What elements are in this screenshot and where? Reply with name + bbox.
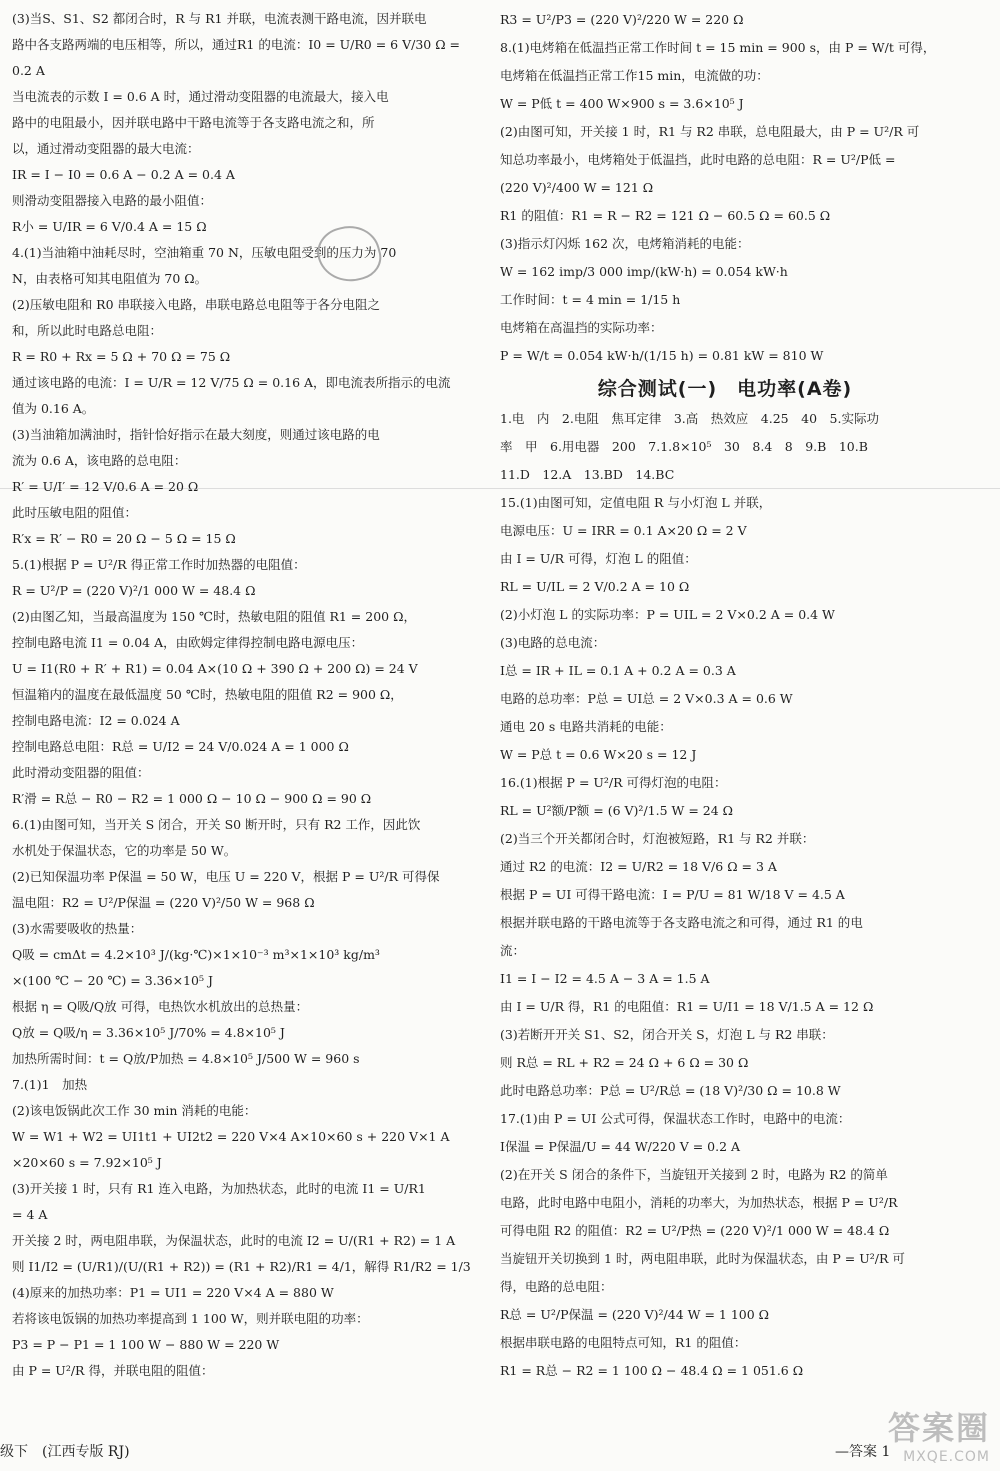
answer-line: 工作时间：t = 4 min = 1/15 h <box>500 292 681 307</box>
answer-line: 此时压敏电阻的阻值： <box>12 505 138 520</box>
answer-line: R总 = U²/P保温 = (220 V)²/44 W = 1 100 Ω <box>500 1306 770 1322</box>
section-title: 综合测试(一) 电功率(A卷) <box>597 378 853 400</box>
answer-line: 加热所需时间：t = Q放/P加热 = 4.8×10⁵ J/500 W = 960 s <box>12 1051 360 1066</box>
answer-line: 5.(1)根据 P = U²/R 得正常工作时加热器的电阻值： <box>12 557 306 572</box>
answer-line: 16.(1)根据 P = U²/R 可得灯泡的电阻： <box>500 774 727 790</box>
answer-line: (4)原来的加热功率：P1 = UI1 = 220 V×4 A = 880 W <box>12 1285 334 1300</box>
answer-line: 根据 P = UI 可得干路电流：I = P/U = 81 W/18 V = 4.5 A <box>500 886 845 902</box>
answer-line: ×20×60 s = 7.92×10⁵ J <box>12 1155 162 1170</box>
answer-line: (2)已知保温功率 P保温 = 50 W，电压 U = 220 V，根据 P = U²/R 可得保 <box>12 869 440 884</box>
answer-line: 路中各支路两端的电压相等，所以，通过R1 的电流：I0 = U/R0 = 6 V/30 Ω = <box>12 37 461 52</box>
answer-line: 当旋钮开关切换到 1 时，两电阻串联，此时为保温状态，由 P = U²/R 可 <box>500 1250 905 1266</box>
answer-line: 值为 0.16 A。 <box>12 401 95 416</box>
answer-line: I1 = I − I2 = 4.5 A − 3 A = 1.5 A <box>500 970 710 986</box>
watermark-logo <box>888 1403 990 1465</box>
answer-line: N，由表格可知其电阻值为 70 Ω。 <box>12 271 208 286</box>
page-number: —答案 1 <box>835 1444 891 1460</box>
watermark-url: MXQE.COM <box>903 1449 990 1465</box>
answer-line: W = P总 t = 0.6 W×20 s = 12 J <box>500 746 697 762</box>
answer-line: 流： <box>500 942 526 958</box>
answer-line: (220 V)²/400 W = 121 Ω <box>500 180 654 195</box>
answer-line: (3)电路的总电流： <box>500 634 606 650</box>
answer-line: R小 = U/IR = 6 V/0.4 A = 15 Ω <box>12 219 207 234</box>
answer-line: (2)压敏电阻和 R0 串联接入电路，串联电路总电阻等于各分电阻之 <box>12 297 381 312</box>
answer-line: RL = U/IL = 2 V/0.2 A = 10 Ω <box>500 578 690 594</box>
answer-line: (2)该电饭锅此次工作 30 min 消耗的电能： <box>12 1103 257 1118</box>
answer-line: 8.(1)电烤箱在低温挡正常工作时间 t = 15 min = 900 s，由 P = W/t 可得， <box>500 40 936 55</box>
answer-line: (3)指示灯闪烁 162 次，电烤箱消耗的电能： <box>500 236 750 251</box>
answer-line: (3)开关接 1 时，只有 R1 连入电路，为加热状态，此时的电流 I1 = U/R1 <box>12 1181 426 1196</box>
answer-line: 开关接 2 时，两电阻串联，为保温状态，此时的电流 I2 = U/(R1 + R2) = 1 A <box>12 1233 456 1248</box>
answer-line: 根据并联电路的干路电流等于各支路电流之和可得，通过 R1 的电 <box>500 914 863 930</box>
answer-line: 6.(1)由图可知，当开关 S 闭合，开关 S0 断开时，只有 R2 工作，因此饮 <box>12 817 421 832</box>
answer-line: IR = I − I0 = 0.6 A − 0.2 A = 0.4 A <box>12 167 235 182</box>
answer-line: R = R0 + Rx = 5 Ω + 70 Ω = 75 Ω <box>12 349 231 364</box>
right-column <box>500 6 950 1385</box>
answer-line: 由 P = U²/R 得，并联电阻的阻值： <box>12 1363 214 1378</box>
answer-line: 则 I1/I2 = (U/R1)/(U/(R1 + R2)) = (R1 + R2)/R1 = 4/1，解得 R1/R2 = 1/3 <box>12 1259 471 1274</box>
answer-line: R′ = U/I′ = 12 V/0.6 A = 20 Ω <box>12 479 199 494</box>
answer-line: I总 = IR + IL = 0.1 A + 0.2 A = 0.3 A <box>500 662 736 678</box>
answer-line: 此时电路总功率：P总 = U²/R总 = (18 V)²/30 Ω = 10.8 W <box>500 1082 841 1098</box>
answer-line: 17.(1)由 P = UI 公式可得，保温状态工作时，电路中的电流： <box>500 1110 851 1126</box>
answer-line: 得，电路的总电阻： <box>500 1278 613 1294</box>
answer-line: 通过 R2 的电流：I2 = U/R2 = 18 V/6 Ω = 3 A <box>500 858 777 874</box>
answer-line: (2)当三个开关都闭合时，灯泡被短路，R1 与 R2 并联： <box>500 830 815 846</box>
answer-line: 电路的总功率：P总 = UI总 = 2 V×0.3 A = 0.6 W <box>500 690 793 706</box>
watermark-text: 答案圈 <box>887 1409 990 1447</box>
answer-line: 根据 η = Q吸/Q放 可得，电热饮水机放出的总热量： <box>12 999 309 1014</box>
answer-line: (3)水需要吸收的热量： <box>12 921 143 936</box>
answer-line: 则滑动变阻器接入电路的最小阻值： <box>12 193 213 208</box>
answer-line: 知总功率最小，电烤箱处于低温挡，此时电路的总电阻：R = U²/P低 = <box>500 152 896 167</box>
answer-line: 和，所以此时电路总电阻： <box>12 323 163 338</box>
answer-line: 路中的电阻最小，因并联电路中干路电流等于各支路电流之和，所 <box>12 115 375 130</box>
answer-line: 4.(1)当油箱中油耗尽时，空油箱重 70 N，压敏电阻受到的压力为 70 <box>12 245 397 260</box>
answer-line: R = U²/P = (220 V)²/1 000 W = 48.4 Ω <box>12 583 256 598</box>
answer-line: 通电 20 s 电路共消耗的电能： <box>500 718 672 734</box>
answer-line: 电路，此时电路中电阻小，消耗的功率大，为加热状态，根据 P = U²/R <box>500 1194 898 1210</box>
answer-line: 电烤箱在低温挡正常工作15 min，电流做的功： <box>500 68 769 83</box>
answer-line: 恒温箱内的温度在最低温度 50 ℃时，热敏电阻的阻值 R2 = 900 Ω， <box>12 687 403 702</box>
answer-line: RL = U²额/P额 = (6 V)²/1.5 W = 24 Ω <box>500 802 734 818</box>
answer-line: 则 R总 = RL + R2 = 24 Ω + 6 Ω = 30 Ω <box>500 1054 749 1070</box>
answer-line: (2)由图乙知，当最高温度为 150 ℃时，热敏电阻的阻值 R1 = 200 Ω， <box>12 609 416 624</box>
left-column <box>12 6 474 1384</box>
answer-line: (2)由图可知，开关接 1 时，R1 与 R2 串联，总电阻最大，由 P = U²/R 可 <box>500 124 920 139</box>
answer-line: 7.(1)1 加热 <box>12 1077 88 1092</box>
answer-line: 温电阻：R2 = U²/P保温 = (220 V)²/50 W = 968 Ω <box>12 895 315 910</box>
answer-line: 若将该电饭锅的加热功率提高到 1 100 W，则并联电阻的功率： <box>12 1311 369 1326</box>
answer-line: 15.(1)由图可知，定值电阻 R 与小灯泡 L 并联， <box>500 494 772 510</box>
answer-line: 由 I = U/R 得，R1 的电阻值：R1 = U/I1 = 18 V/1.5 A = 12 Ω <box>500 998 874 1014</box>
answer-line: (3)当S、S1、S2 都闭合时，R 与 R1 并联，电流表测干路电流，因并联电 <box>12 11 427 26</box>
answer-line: R′x = R′ − R0 = 20 Ω − 5 Ω = 15 Ω <box>12 531 236 546</box>
answer-line: (3)若断开开关 S1、S2，闭合开关 S，灯泡 L 与 R2 串联： <box>500 1026 834 1042</box>
answer-line: W = W1 + W2 = UI1t1 + UI2t2 = 220 V×4 A×10×60 s + 220 V×1 A <box>12 1129 450 1144</box>
answer-line: 水机处于保温状态，它的功率是 50 W。 <box>12 843 237 858</box>
answer-line: 电烤箱在高温挡的实际功率： <box>500 320 663 335</box>
answer-line: (2)小灯泡 L 的实际功率：P = UIL = 2 V×0.2 A = 0.4 W <box>500 606 835 622</box>
answer-line: 根据串联电路的电阻特点可知，R1 的阻值： <box>500 1334 747 1350</box>
answer-line: 由 I = U/R 可得，灯泡 L 的阻值： <box>500 550 697 566</box>
answer-line: W = P低 t = 400 W×900 s = 3.6×10⁵ J <box>500 96 744 111</box>
answer-line: R1 = R总 − R2 = 1 100 Ω − 48.4 Ω = 1 051.6 Ω <box>500 1362 804 1378</box>
answer-line: 流为 0.6 A，该电路的总电阻： <box>12 453 187 468</box>
answer-line: 1.电 内 2.电阻 焦耳定律 3.高 热效应 4.25 40 5.实际功 <box>500 410 879 426</box>
answer-line: 电源电压：U = IRR = 0.1 A×20 Ω = 2 V <box>500 522 747 538</box>
answer-line: P = W/t = 0.054 kW·h/(1/15 h) = 0.81 kW = 810 W <box>500 348 824 363</box>
answer-line: Q吸 = cmΔt = 4.2×10³ J/(kg·℃)×1×10⁻³ m³×1×10³ kg/m³ <box>12 947 380 962</box>
answer-line: 率 甲 6.用电器 200 7.1.8×10⁵ 30 8.4 8 9.B 10.B <box>500 438 868 454</box>
answer-line: R′滑 = R总 − R0 − R2 = 1 000 Ω − 10 Ω − 900 Ω = 90 Ω <box>12 791 372 806</box>
answer-line: 11.D 12.A 13.BD 14.BC <box>500 466 675 482</box>
answer-line: R1 的阻值：R1 = R − R2 = 121 Ω − 60.5 Ω = 60.5 Ω <box>500 208 831 223</box>
answer-line: 当电流表的示数 I = 0.6 A 时，通过滑动变阻器的电流最大，接入电 <box>12 89 389 104</box>
answer-line: U = I1(R0 + R′ + R1) = 0.04 A×(10 Ω + 390 Ω + 200 Ω) = 24 V <box>12 661 418 676</box>
answer-line: 可得电阻 R2 的阻值：R2 = U²/P热 = (220 V)²/1 000 W = 48.4 Ω <box>500 1222 890 1238</box>
answer-line: R3 = U²/P3 = (220 V)²/220 W = 220 Ω <box>500 12 744 27</box>
answer-line: P3 = P − P1 = 1 100 W − 880 W = 220 W <box>12 1337 280 1352</box>
answer-line: 控制电路电流：I2 = 0.024 A <box>12 713 180 728</box>
answer-line: 以，通过滑动变阻器的最大电流： <box>12 141 200 156</box>
answer-line: 控制电路总电阻：R总 = U/I2 = 24 V/0.024 A = 1 000 Ω <box>12 739 349 754</box>
answer-line: = 4 A <box>12 1207 48 1222</box>
answer-line: (2)在开关 S 闭合的条件下，当旋钮开关接到 2 时，电路为 R2 的简单 <box>500 1166 888 1182</box>
answer-line: W = 162 imp/3 000 imp/(kW·h) = 0.054 kW·h <box>500 264 788 279</box>
answer-line: I保温 = P保温/U = 44 W/220 V = 0.2 A <box>500 1138 741 1154</box>
answer-line: ×(100 ℃ − 20 ℃) = 3.36×10⁵ J <box>12 973 213 988</box>
answer-line: 此时滑动变阻器的阻值： <box>12 765 150 780</box>
answer-line: 0.2 A <box>12 63 45 78</box>
answer-line: (3)当油箱加满油时，指针恰好指示在最大刻度，则通过该电路的电 <box>12 427 380 442</box>
answer-line: Q放 = Q吸/η = 3.36×10⁵ J/70% = 4.8×10⁵ J <box>12 1025 285 1040</box>
answer-line: 通过该电路的电流：I = U/R = 12 V/75 Ω = 0.16 A，即电流表所指示的电流 <box>12 375 451 390</box>
answer-line: 控制电路电流 I1 = 0.04 A，由欧姆定律得控制电路电源电压： <box>12 635 364 650</box>
footer-edition-label: 级下 (江西专版 RJ) <box>0 1444 130 1460</box>
